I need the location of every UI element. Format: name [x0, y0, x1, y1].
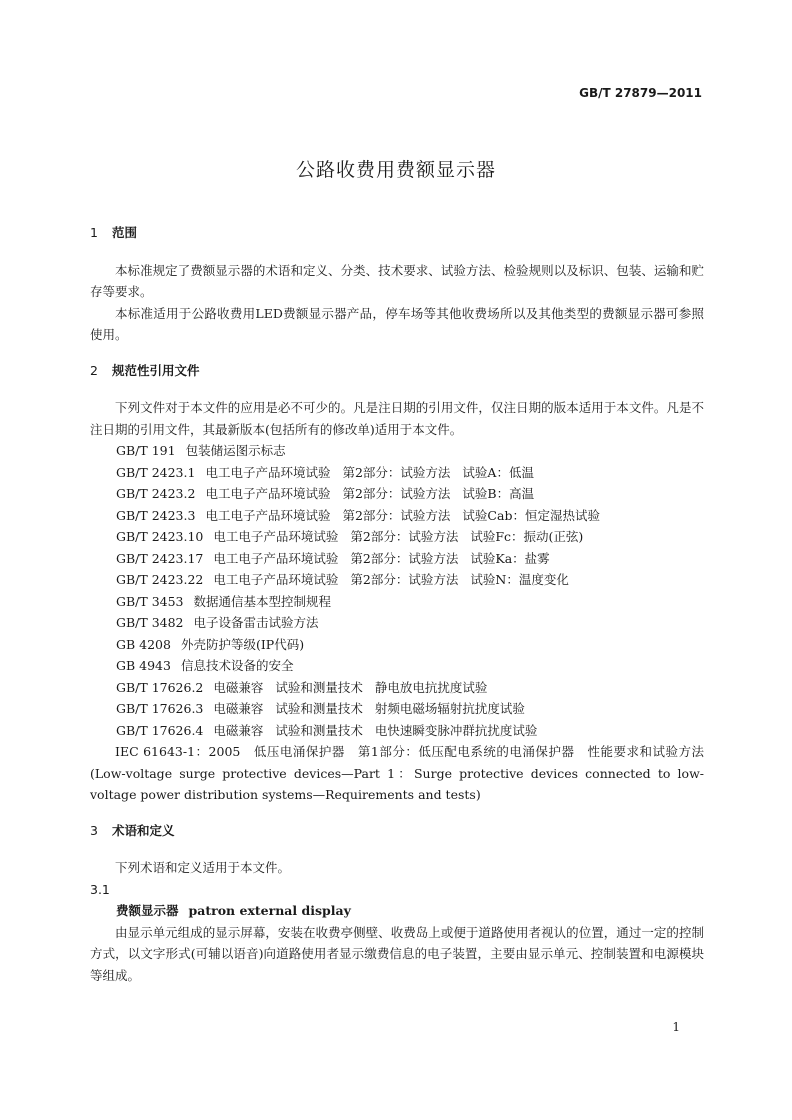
reference-title-part: 试验和测量技术	[275, 701, 363, 716]
paragraph: 下列术语和定义适用于本文件。	[115, 860, 291, 875]
section-3-heading	[90, 820, 704, 842]
reference-title-part: 第2部分：试验方法	[350, 572, 459, 587]
reference-title-part: 第2部分：试验方法	[350, 529, 459, 544]
reference-item	[90, 526, 704, 548]
reference-title-part: 试验Cab：恒定湿热试验	[462, 507, 600, 523]
reference-title-part: 电工电子产品环境试验	[205, 486, 331, 501]
clause-number: 3.1	[90, 881, 110, 897]
document-body	[90, 222, 704, 986]
section-title: 术语和定义	[112, 822, 175, 838]
reference-code: GB/T 2423.2	[116, 486, 196, 501]
section-1-heading	[90, 222, 704, 244]
reference-item	[90, 505, 704, 527]
reference-title-part: 电工电子产品环境试验	[213, 529, 339, 544]
reference-title-part: 电工电子产品环境试验	[205, 464, 331, 480]
reference-item	[90, 677, 704, 699]
paragraph: 下列文件对于本文件的应用是必不可少的。凡是注日期的引用文件，仅注日期的版本适用于本文件。凡是不注日期的引用文件，其最新版本(包括所有的修改单)适用于本文件。	[90, 400, 704, 437]
reference-title-part: 试验Ka：盐雾	[470, 550, 550, 566]
section-number: 1	[90, 225, 98, 240]
reference-code: GB/T 17626.3	[116, 701, 204, 716]
reference-title-part: 静电放电抗扰度试验	[374, 679, 488, 695]
reference-title-part: 试验和测量技术	[275, 722, 363, 738]
reference-title-part: 试验A：低温	[462, 464, 534, 480]
term-definition: 由显示单元组成的显示屏幕，安装在收费亭侧壁、收费岛上或便于道路使用者视认的位置，通过一定的控制方式，以文字形式(可辅以语音)向道路使用者显示缴费信息的电子装置，主要由显示单元、控制装置和电源模块等组成。	[90, 924, 704, 983]
reference-title-part: 第2部分：试验方法	[342, 486, 451, 501]
reference-title-part: 电工电子产品环境试验	[205, 507, 331, 523]
page-number: 1	[672, 1020, 680, 1034]
reference-title-part: 第2部分：试验方法	[342, 464, 451, 480]
paragraph: 本标准规定了费额显示器的术语和定义、分类、技术要求、试验方法、检验规则以及标识、包装、运输和贮存等要求。	[90, 262, 704, 299]
reference-item	[90, 462, 704, 484]
reference-code: GB 4943	[116, 658, 171, 673]
reference-title-part: 外壳防护等级(IP代码)	[180, 636, 305, 652]
reference-title-part: 数据通信基本型控制规程	[193, 593, 332, 609]
reference-title-part: 电子设备雷击试验方法	[193, 615, 319, 630]
reference-item	[90, 591, 704, 613]
term-chinese: 费额显示器	[116, 903, 179, 918]
reference-title-part: 第2部分：试验方法	[342, 507, 451, 523]
reference-item	[90, 698, 704, 720]
reference-code: GB/T 2423.1	[116, 464, 196, 480]
reference-title-part: 信息技术设备的安全	[180, 658, 294, 673]
standard-code: GB/T 27879—2011	[579, 86, 702, 100]
reference-list	[90, 440, 704, 741]
reference-code: GB/T 2423.17	[116, 550, 204, 566]
reference-item	[90, 548, 704, 570]
reference-code: GB/T 2423.22	[116, 572, 204, 587]
term-english: patron external display	[188, 903, 351, 918]
reference-code: GB/T 2423.3	[116, 507, 196, 523]
reference-title-part: 试验Fc：振动(正弦)	[470, 529, 584, 544]
paragraph: 本标准适用于公路收费用LED费额显示器产品，停车场等其他收费场所以及其他类型的费额显示器可参照使用。	[90, 305, 704, 342]
reference-title-part: 电磁兼容	[213, 722, 264, 738]
reference-iec: IEC 61643-1：2005 低压电涌保护器 第1部分：低压配电系统的电涌保护器 性能要求和试验方法(Low-voltage surge protective devices—Part 1：Surge protective devices connected to low-voltage power distribution systems—Requirements and tests)	[90, 744, 704, 802]
reference-title-part: 电工电子产品环境试验	[213, 550, 339, 566]
reference-title-part: 包装储运图示标志	[185, 443, 286, 458]
reference-title-part: 试验和测量技术	[275, 679, 363, 695]
reference-title-part: 电磁兼容	[213, 679, 264, 695]
section-title: 规范性引用文件	[112, 362, 200, 378]
reference-item	[90, 612, 704, 634]
reference-item	[90, 440, 704, 462]
reference-item	[90, 483, 704, 505]
reference-title-part: 试验N：温度变化	[470, 572, 569, 587]
reference-title-part: 电磁兼容	[213, 701, 264, 716]
section-number: 2	[90, 362, 98, 378]
reference-code: GB/T 3453	[116, 593, 184, 609]
reference-code: GB/T 3482	[116, 615, 184, 630]
reference-title-part: 试验B：高温	[462, 486, 535, 501]
reference-item	[90, 655, 704, 677]
reference-item	[90, 634, 704, 656]
reference-title-part: 射频电磁场辐射抗扰度试验	[374, 701, 525, 716]
reference-code: GB 4208	[116, 636, 171, 652]
section-number: 3	[90, 822, 98, 838]
reference-item	[90, 720, 704, 742]
reference-code: GB/T 2423.10	[116, 529, 204, 544]
reference-title-part: 电快速瞬变脉冲群抗扰度试验	[374, 722, 538, 738]
reference-title-part: 第2部分：试验方法	[350, 550, 459, 566]
reference-code: GB/T 191	[116, 443, 176, 458]
reference-item	[90, 569, 704, 591]
document-title: 公路收费用费额显示器	[295, 159, 496, 181]
reference-code: GB/T 17626.2	[116, 679, 204, 695]
section-title: 范围	[112, 225, 138, 240]
section-2-heading	[90, 360, 704, 382]
reference-code: GB/T 17626.4	[116, 722, 204, 738]
term-entry	[90, 900, 704, 922]
reference-title-part: 电工电子产品环境试验	[213, 572, 339, 587]
